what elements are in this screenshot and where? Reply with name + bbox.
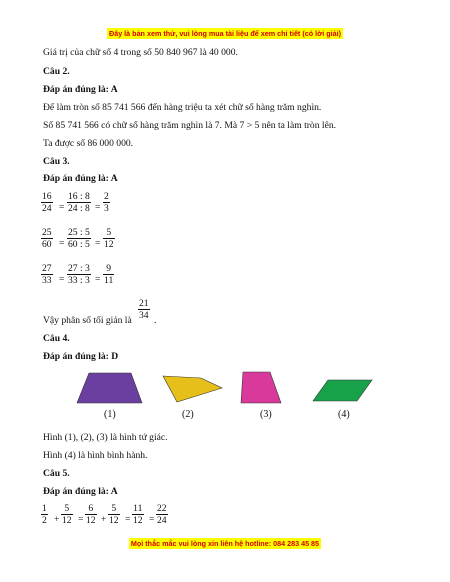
denominator: 33 : 3	[68, 275, 90, 286]
q3-conclusion: Vậy phân số tối giản là	[43, 315, 132, 326]
q4-line-1: Hình (1), (2), (3) là hình tứ giác.	[43, 432, 168, 443]
denominator: 12	[62, 515, 72, 526]
shape-caption-2: (2)	[182, 409, 194, 420]
numerator: 25	[42, 227, 52, 238]
equals-sign: =	[95, 202, 101, 213]
fraction	[61, 503, 73, 526]
period: .	[154, 315, 157, 326]
numerator: 9	[106, 263, 112, 274]
fraction	[41, 191, 53, 214]
q4-answer: Đáp án đúng là: D	[43, 351, 119, 362]
q2-line-1: Để làm tròn số 85 741 566 đến hàng triệu ta xét chữ số hàng trăm nghìn.	[43, 102, 322, 113]
q5-answer: Đáp án đúng là: A	[43, 486, 118, 497]
numerator: 11	[133, 503, 143, 514]
parallelogram-shape-4	[313, 380, 372, 401]
q5-title: Câu 5.	[43, 468, 70, 479]
numerator: 5	[64, 503, 70, 514]
q2-line-2: Số 85 741 566 có chữ số hàng trăm nghìn là 7. Mà 7 > 5 nên ta làm tròn lên.	[43, 120, 337, 131]
final-fraction	[138, 298, 150, 321]
q4-line-2: Hình (4) là hình bình hành.	[43, 450, 148, 461]
equals-sign: =	[59, 274, 65, 285]
shape-caption-3: (3)	[260, 409, 272, 420]
equals-sign: =	[78, 514, 84, 525]
numerator: 27 : 3	[68, 263, 90, 274]
numerator: 16	[42, 191, 52, 202]
equals-sign: =	[125, 514, 131, 525]
fraction	[67, 191, 91, 214]
denominator: 2	[42, 515, 47, 526]
denominator: 34	[139, 310, 149, 321]
hotline-banner	[0, 539, 450, 548]
numerator: 1	[42, 503, 47, 514]
denominator: 12	[133, 515, 143, 526]
numerator: 27	[42, 263, 52, 274]
fraction	[132, 503, 144, 526]
numerator: 5	[111, 503, 117, 514]
numerator: 5	[106, 227, 112, 238]
numerator: 16 : 8	[68, 191, 90, 202]
numerator: 2	[104, 191, 109, 202]
fraction	[41, 227, 53, 250]
denominator: 33	[42, 275, 52, 286]
fraction	[103, 263, 114, 286]
denominator: 60 : 5	[68, 239, 90, 250]
numerator: 25 : 5	[68, 227, 90, 238]
numerator: 22	[157, 503, 167, 514]
fraction	[67, 227, 91, 250]
shape-caption-1: (1)	[104, 409, 116, 420]
denominator: 12	[86, 515, 96, 526]
q2-line-3: Ta được số 86 000 000.	[43, 138, 134, 149]
fraction	[103, 227, 115, 250]
fraction	[108, 503, 120, 526]
fraction	[67, 263, 91, 286]
intro-text: Giá trị của chữ số 4 trong số 50 840 967 là 40 000.	[43, 47, 238, 58]
equals-sign: =	[95, 274, 101, 285]
preview-banner-text: Đây là bản xem thử, vui lòng mua tài liệu để xem chi tiết (có lời giải)	[109, 29, 341, 38]
q2-title: Câu 2.	[43, 66, 70, 77]
fraction	[156, 503, 168, 526]
denominator: 12	[109, 515, 119, 526]
q3-answer: Đáp án đúng là: A	[43, 173, 118, 184]
denominator: 24	[42, 203, 52, 214]
fraction	[85, 503, 97, 526]
q2-answer: Đáp án đúng là: A	[43, 84, 118, 95]
denominator: 11	[104, 275, 114, 286]
denominator: 12	[104, 239, 114, 250]
equals-sign: =	[59, 202, 65, 213]
quadrilateral-shape-2	[163, 376, 222, 402]
quadrilateral-shape-3	[241, 372, 281, 403]
numerator: 6	[88, 503, 94, 514]
denominator: 24	[157, 515, 167, 526]
denominator: 24 : 8	[68, 203, 90, 214]
equals-sign: =	[59, 238, 65, 249]
shape-caption-4: (4)	[338, 409, 350, 420]
fraction	[103, 191, 110, 214]
equals-sign: =	[149, 514, 155, 525]
fraction	[41, 263, 53, 286]
denominator: 60	[42, 239, 52, 250]
equals-sign: =	[95, 238, 101, 249]
trapezoid-shape-1	[77, 373, 142, 403]
plus-sign: +	[54, 514, 60, 525]
plus-sign: +	[101, 514, 107, 525]
hotline-banner-text: Mọi thắc mắc vui lòng xin liên hệ hotline: 084 283 45 85	[130, 539, 320, 548]
q3-title: Câu 3.	[43, 156, 70, 167]
fraction	[41, 503, 48, 526]
preview-banner	[0, 29, 450, 38]
shapes-figure	[0, 368, 450, 410]
q4-title: Câu 4.	[43, 333, 70, 344]
numerator: 21	[139, 298, 149, 309]
denominator: 3	[104, 203, 109, 214]
